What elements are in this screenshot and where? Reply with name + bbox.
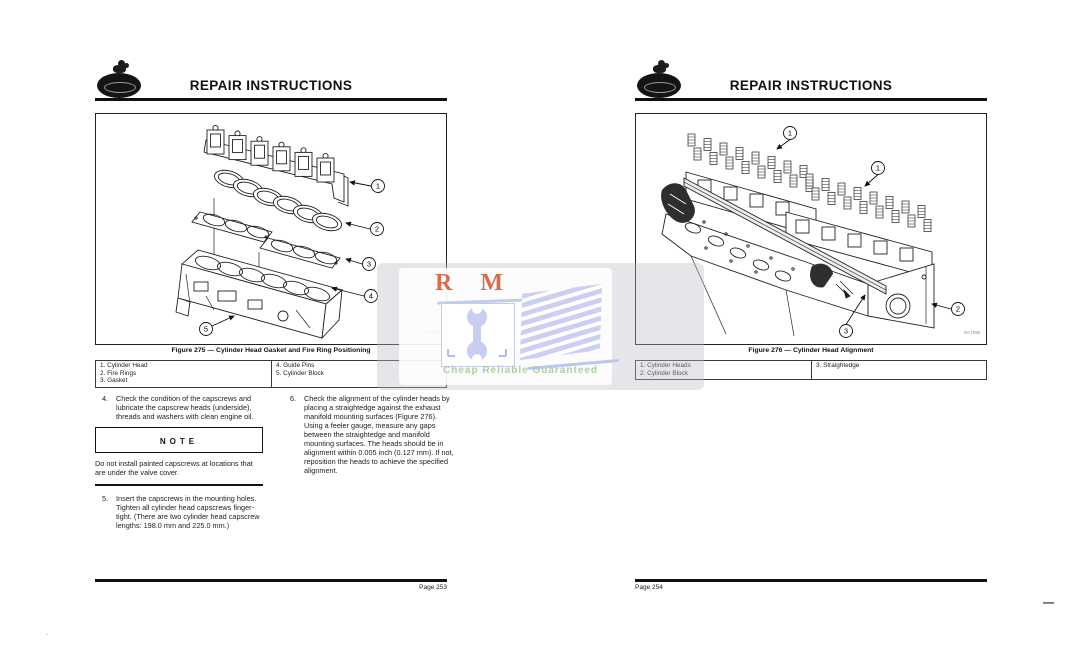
- callout-2: 2: [955, 304, 961, 314]
- body-column-right: [283, 394, 455, 481]
- header-rule: [635, 98, 987, 101]
- callout-5: 5: [203, 324, 209, 334]
- legend-item: 3. Gasket: [100, 377, 128, 385]
- note-box: [95, 427, 263, 453]
- step-number: 6.: [290, 394, 297, 403]
- watermark-letters: R M: [435, 270, 514, 296]
- step-text: Check the condition of the capscrews and lubricate the capscrew heads (underside), threads and washers with clean engine oil.: [116, 394, 254, 421]
- legend-item: 4. Guide Pins: [276, 362, 315, 369]
- figure-276-code: SH 1055: [963, 330, 980, 335]
- body-column-left: [95, 394, 267, 536]
- step-4: [95, 394, 267, 421]
- callout-2: 2: [374, 224, 380, 234]
- figure-276-caption: Figure 276 — Cylinder Head Alignment: [748, 347, 874, 354]
- footer-rule: [95, 579, 447, 582]
- footer-rule: [635, 579, 987, 582]
- legend-item: 1. Cylinder Head: [100, 362, 148, 369]
- legend-item: 3. Straightedge: [816, 362, 860, 369]
- callout-3: 3: [843, 326, 849, 336]
- legend-cell-1: [96, 361, 271, 387]
- page-title: REPAIR INSTRUCTIONS: [729, 78, 893, 93]
- page-title: REPAIR INSTRUCTIONS: [189, 78, 353, 93]
- callout-3: 3: [366, 259, 372, 269]
- note-label: NOTE: [159, 437, 199, 446]
- manual-book-icon: [520, 284, 602, 360]
- step-6: [283, 394, 455, 475]
- callout-4: 4: [368, 291, 374, 301]
- callout-1: 1: [375, 181, 381, 191]
- step-text: Check the alignment of the cylinder heads by placing a straightedge against the exhaust manifold mounting surfaces (Figure 276). Using a feeler gauge, measure any gaps between the straightedge and manifold mounting surfaces. The heads should be in alignment within 0.005 inch (0.127 mm). If not, reposition the heads to achieve the specified alignment.: [304, 394, 454, 475]
- watermark-tagline: Cheap Reliable Guaranteed: [443, 365, 599, 376]
- legend-item: 1. Cylinder Heads: [640, 362, 691, 369]
- step-number: 5.: [102, 494, 109, 503]
- wrench-icon: [441, 303, 515, 367]
- cylinder-block-side: [868, 264, 934, 328]
- figure-275-caption: Figure 275 — Cylinder Head Gasket and Fire Ring Positioning: [171, 347, 371, 354]
- callout-1a: 1: [787, 128, 793, 138]
- callout-1b: 1: [875, 163, 881, 173]
- legend-item: 2. Fire Rings: [100, 369, 137, 377]
- scan-artifact-dash: —: [1043, 597, 1054, 609]
- legend-item: 2. Cylinder Block: [640, 369, 688, 377]
- note-text: Do not install painted capscrews at locations that are under the valve cover.: [95, 459, 253, 477]
- header-rule: [95, 98, 447, 101]
- section-divider: [95, 484, 263, 486]
- reseller-watermark: [377, 263, 704, 390]
- step-5: [95, 494, 267, 530]
- scan-artifact-dot: .: [46, 628, 49, 637]
- page-number: Page 253: [419, 584, 447, 591]
- legend-item: 5. Cylinder Block: [276, 369, 324, 377]
- page-number: Page 254: [635, 584, 663, 591]
- step-text: Insert the capscrews in the mounting holes. Tighten all cylinder head capscrews finger-tight. (There are two cylinder head capscrew lengths: 198.0 mm and 225.0 mm.): [116, 494, 260, 530]
- legend-cell-2: [811, 361, 986, 379]
- step-number: 4.: [102, 394, 109, 403]
